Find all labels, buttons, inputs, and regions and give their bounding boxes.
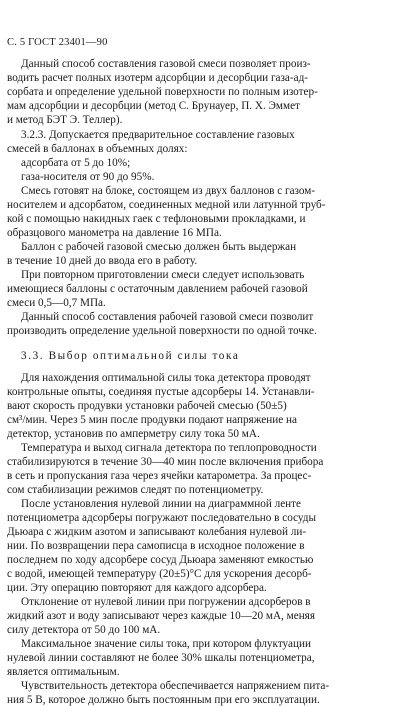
text-line: Баллон с рабочей газовой смесью должен быть выдержан: [21, 241, 297, 253]
text-line: последнем по ходу адсорбере сосуд Дьюара заменяют емкостью: [7, 554, 314, 566]
text-line: в сеть и пропускания газа через ячейки катарометра. За процес-: [7, 470, 312, 482]
text-line: и метод БЭТ Э. Теллер).: [7, 114, 123, 126]
text-line: является оптимальным.: [7, 666, 120, 678]
text-line: После установления нулевой линии на диаграммной ленте: [21, 498, 301, 510]
text-line: сом стабилизации режимов следят по потенциометру.: [7, 484, 264, 496]
text-line: контрольные опыты, соединяя пустые адсорберы 14. Устанавли-: [7, 386, 315, 398]
page-header: С. 5 ГОСТ 23401—90: [7, 37, 108, 48]
text-line: носителем и адсорбатом, соединенных медной или латунной труб-: [7, 199, 326, 211]
text-line: Смесь готовят на блоке, состоящем из двух баллонов с газом-: [21, 185, 316, 197]
text-line: адсорбата от 5 до 10%;: [21, 157, 131, 169]
section-heading: 3.3. Выбор оптимальной силы тока: [21, 350, 240, 362]
text-line: смесей в баллонах в объемных долях:: [7, 143, 188, 155]
text-line: в течение 10 дней до ввода его в работу.: [7, 255, 198, 267]
text-line: газа-носителя от 90 до 95%.: [21, 171, 155, 183]
text-line: имеющиеся баллоны с остаточным давлением рабочей газовой: [7, 283, 308, 295]
text-line: При повторном приготовлении смеси следует использовать: [21, 269, 305, 281]
text-line: 3.2.3. Допускается предварительное составление газовых: [21, 129, 295, 141]
text-line: образцового манометра на давление 16 МПа.: [7, 227, 222, 239]
text-line: мам адсорбции и десорбции (метод С. Брунауер, П. Х. Эммет: [7, 100, 300, 112]
text-line: Чувствительность детектора обеспечивается напряжением пита-: [21, 680, 330, 692]
text-line: сорбата и определение удельной поверхности по полным изотер-: [7, 86, 318, 98]
text-line: нии. По возвращении пера самописца в исходное положение в: [7, 540, 305, 552]
text-line: см³/мин. Через 5 мин после продувки подают напряжение на: [7, 414, 297, 426]
text-line: производить определение удельной поверхности по одной точке.: [7, 325, 317, 337]
text-line: Температура и выход сигнала детектора по теплопроводности: [21, 442, 317, 454]
text-line: Отклонение от нулевой линии при погружении адсорберов в: [21, 596, 311, 608]
text-line: Дьюара с жидким азотом и записывают колебания нулевой ли-: [7, 526, 307, 538]
text-line: Данный способ составления газовой смеси позволяет произ-: [21, 58, 311, 70]
text-line: ции. Эту операцию повторяют для каждого адсорбера.: [7, 582, 267, 594]
text-line: силу детектора от 50 до 100 мА.: [7, 624, 161, 636]
text-line: вают скорость продувки установки рабочей смесью (50±5): [7, 400, 287, 412]
text-line: нулевой линии составляют не более 30% шкалы потенциометра,: [7, 652, 315, 664]
text-line: смеси 0,5—0,7 МПа.: [7, 297, 106, 309]
text-line: кой с помощью накидных гаек с тефлоновыми прокладками, и: [7, 213, 306, 225]
text-line: стабилизируются в течение 30—40 мин после включения прибора: [7, 456, 324, 468]
text-line: водить расчет полных изотерм адсорбции и десорбции газа-ад-: [7, 72, 309, 84]
text-line: Данный способ составления рабочей газовой смеси позволит: [21, 311, 314, 323]
text-line: с водой, имеющей температуру (20±5)°С для ускорения десорб-: [7, 568, 312, 580]
text-line: жидкий азот и воду записывают через каждые 10—20 мА, меняя: [7, 610, 315, 622]
text-line: Максимальное значение силы тока, при котором флуктуации: [21, 638, 311, 650]
text-line: Для нахождения оптимальной силы тока детектора проводят: [21, 372, 311, 384]
text-line: потенциометра адсорберы погружают последовательно в сосуды: [7, 512, 317, 524]
text-line: детектор, установив по амперметру силу тока 50 мА.: [7, 428, 260, 440]
text-line: ния 5 В, которое должно быть постоянным при его эксплуатации.: [7, 694, 320, 706]
